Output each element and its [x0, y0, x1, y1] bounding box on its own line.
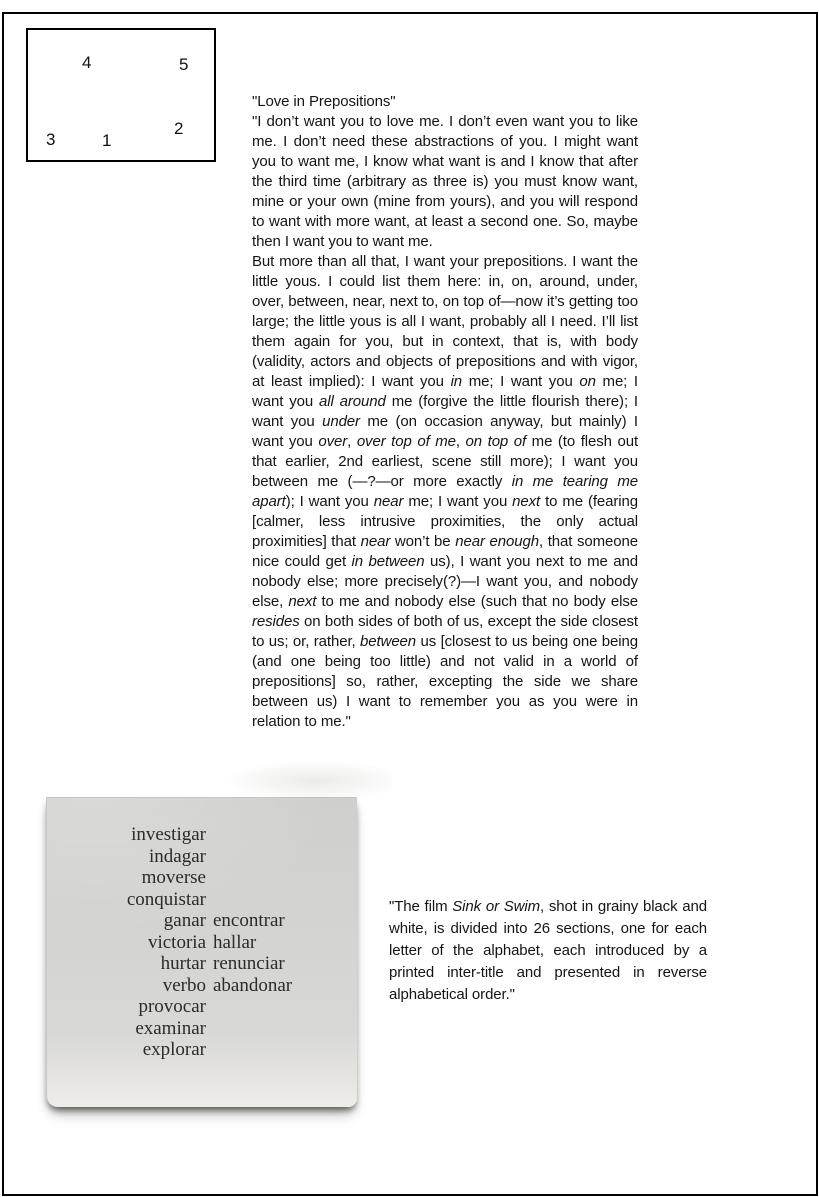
- note-row: [47, 846, 357, 868]
- figure-number-5: 5: [179, 55, 189, 74]
- love-prepositions-title: "Love in Prepositions": [252, 93, 396, 110]
- note-row: [47, 889, 357, 911]
- note-row: [47, 996, 357, 1018]
- note-word-left: victoria: [147, 931, 206, 953]
- note-word-left: ganar: [163, 910, 206, 931]
- note-word-left: indagar: [149, 845, 206, 867]
- note-word-right: [206, 867, 213, 889]
- note-word-right: [206, 996, 213, 1018]
- note-word-left: conquistar: [126, 888, 206, 910]
- number-figure-box: [26, 28, 216, 162]
- love-prepositions-text-block: [252, 92, 638, 732]
- note-row: [47, 953, 357, 975]
- note-word-right: [206, 1039, 213, 1061]
- note-word-left: examinar: [135, 1017, 206, 1039]
- note-row: [47, 867, 357, 889]
- note-word-right: [206, 889, 213, 911]
- note-word-right: [206, 1018, 213, 1040]
- note-row: [47, 910, 357, 932]
- note-word-right: [206, 824, 213, 846]
- figure-number-2: 2: [174, 119, 184, 138]
- scan-ghost-artifact: [222, 760, 392, 798]
- note-row: [47, 932, 357, 954]
- figure-number-4: 4: [82, 53, 92, 72]
- note-word-left: moverse: [141, 867, 206, 888]
- vocabulary-note-paper: [46, 797, 357, 1107]
- vocabulary-word-list: [47, 798, 357, 1061]
- note-word-right: renunciar: [213, 953, 285, 974]
- figure-number-3: 3: [46, 130, 56, 149]
- note-word-right: hallar: [213, 931, 257, 953]
- note-word-left: investigar: [131, 824, 206, 845]
- note-row: [47, 1039, 357, 1061]
- note-row: [47, 1018, 357, 1040]
- film-description-text: "The film Sink or Swim, shot in grainy black and white, is divided into 26 sections, one for each letter of the alphabet, each introduced by a printed inter-title and presented in reverse alphabetical order.": [389, 898, 707, 1003]
- love-paragraph-1: "I don’t want you to love me. I don’t even want you to like me. I don’t need these abstractions of you. I might want you to want me, I know what want is and I know that after the third time (arbitrary as three is) you must know want, mine or your own (mine from yours), and you will respond to want with more want, at least a second one. So, maybe then I want you to want me.: [252, 113, 638, 250]
- note-word-left: verbo: [162, 974, 206, 996]
- note-word-left: explorar: [142, 1039, 206, 1060]
- note-word-left: provocar: [138, 996, 206, 1017]
- note-word-left: hurtar: [160, 953, 206, 974]
- figure-number-1: 1: [102, 131, 112, 150]
- note-word-right: [206, 846, 213, 868]
- note-word-right: encontrar: [213, 910, 285, 931]
- note-word-right: abandonar: [213, 974, 293, 996]
- note-row: [47, 824, 357, 846]
- love-paragraph-2: But more than all that, I want your prepositions. I want the little yous. I could list them here: in, on, around, under, over, between, near, next to, on top of—now it’s getting too large; the little yous is all I want, probably all I need. I’ll list them again for you, but in context, that is, with body (validity, actors and objects of prepositions and with vigor, at least implied): I want you in me; I want you on me; I want you all around me (forgive the little flourish there); I want you under me (on occasion anyway, but mainly) I want you over, over top of me, on top of me (to flesh out that earlier, 2nd earliest, scene still more); I want you between me (—?—or more exactly in me tearing me apart); I want you near me; I want you next to me (fearing [calmer, less intrusive proximities, the only actual proximities] that near won’t be near enough, that someone nice could get in between us), I want you next to me and nobody else; more precisely(?)—I want you, and nobody else, next to me and nobody else (such that no body else resides on both sides of both of us, except the side closest to us; or, rather, between us [closest to us being one being (and one being too little) and not valid in a world of prepositions] so, rather, excepting the side we share between us) I want to remember you as you were in relation to me.": [252, 253, 639, 730]
- note-row: [47, 975, 357, 997]
